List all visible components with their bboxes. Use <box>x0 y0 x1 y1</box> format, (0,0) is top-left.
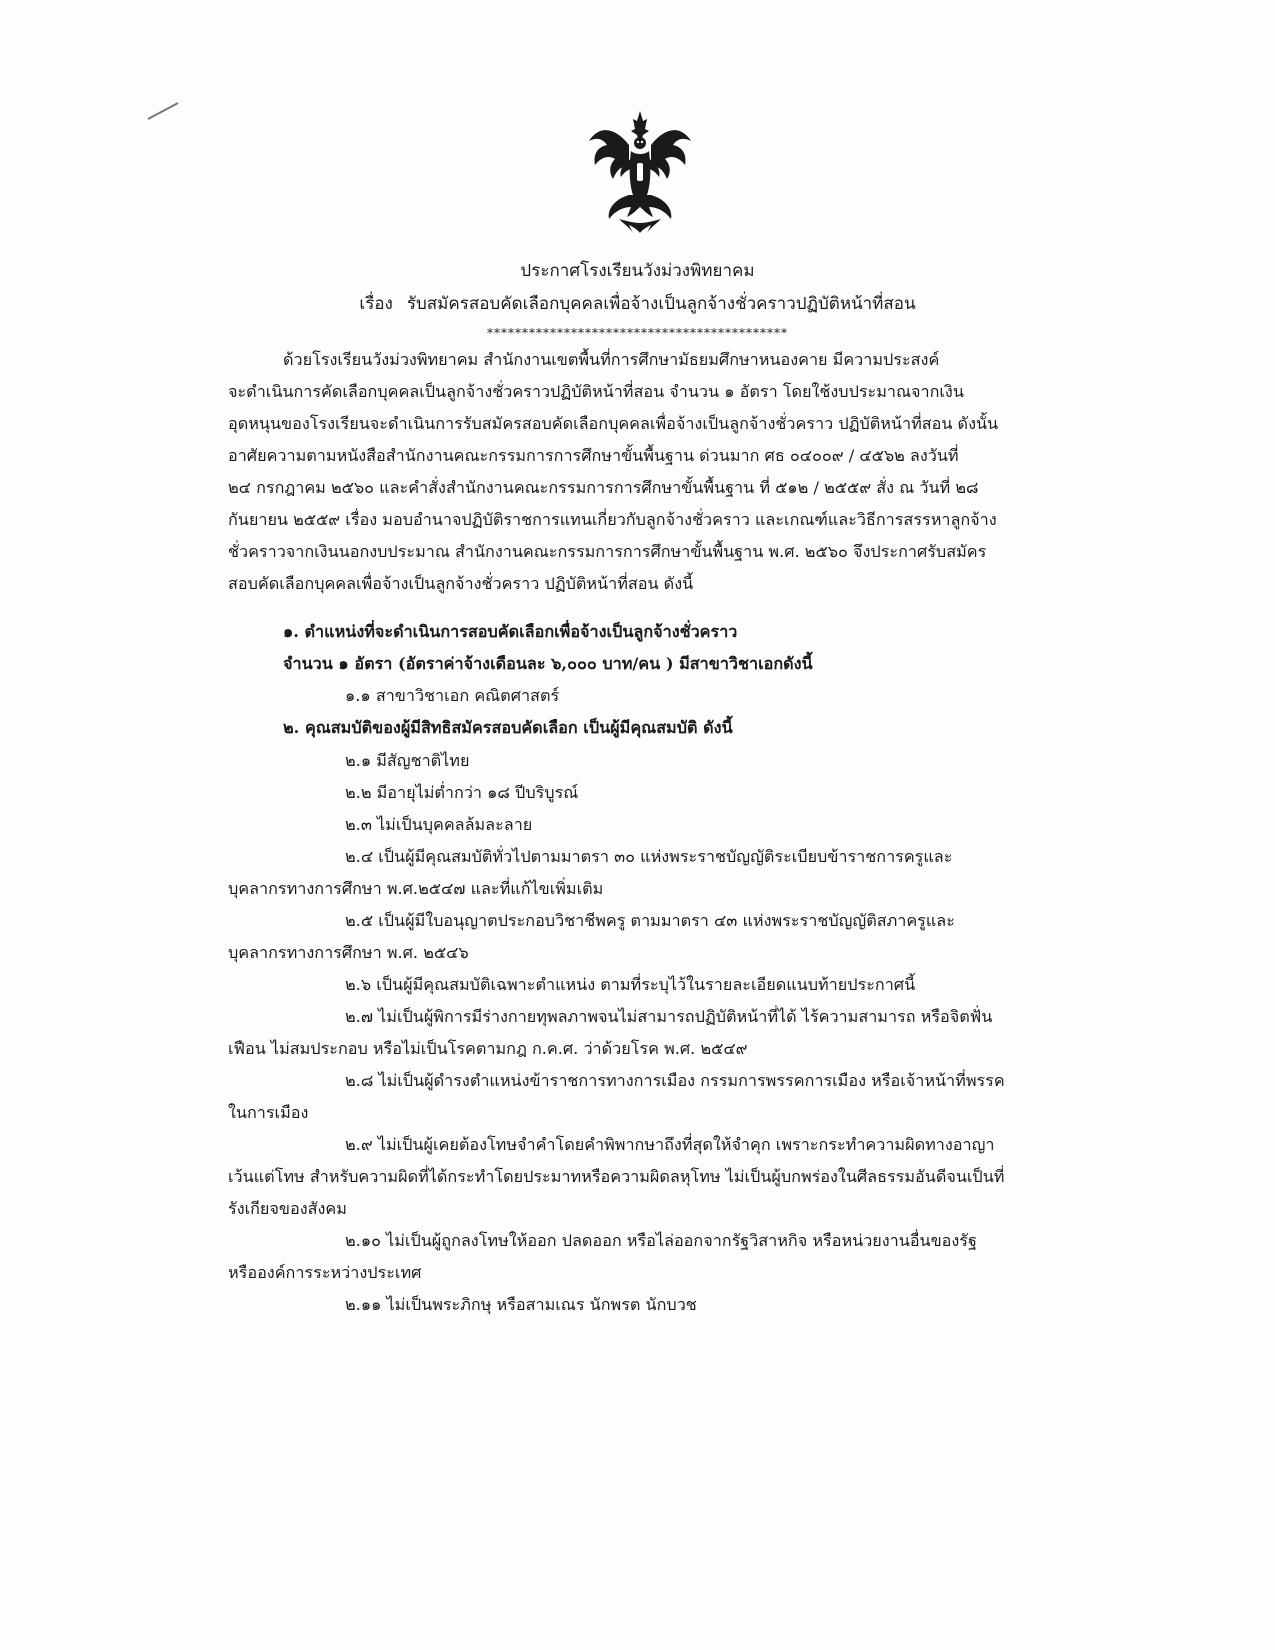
item-2-5: ๒.๕ เป็นผู้มีใบอนุญาตประกอบวิชาชีพครู ตามมาตรา ๔๓ แห่งพระราชบัญญัติสภาครูและ <box>345 911 955 930</box>
item-2-4-cont: บุคลากรทางการศึกษา พ.ศ.๒๕๔๗ และที่แก้ไขเพิ่มเติม <box>228 879 604 898</box>
item-2-9: ๒.๙ ไม่เป็นผู้เคยต้องโทษจำคำโดยคำพิพากษาถึงที่สุดให้จำคุก เพราะกระทำความผิดทางอาญา <box>345 1135 995 1154</box>
item-2-5-cont: บุคลากรทางการศึกษา พ.ศ. ๒๕๔๖ <box>228 943 469 962</box>
announcement-subject <box>0 293 1275 315</box>
item-2-4: ๒.๔ เป็นผู้มีคุณสมบัติทั่วไปตามมาตรา ๓๐ แห่งพระราชบัญญัติระเบียบข้าราชการครูและ <box>345 847 953 866</box>
item-2-10-cont: หรือองค์การระหว่างประเทศ <box>228 1263 422 1282</box>
intro-line: ๒๔ กรกฎาคม ๒๕๖๐ และคำสั่งสำนักงานคณะกรรมการการศึกษาขั้นพื้นฐาน ที่ ๕๑๒ / ๒๕๕๙ สั่ง ณ วันที่ ๒๘ <box>228 478 979 497</box>
garuda-emblem-icon <box>585 107 695 235</box>
intro-line: ชั่วคราวจากเงินนอกงบประมาณ สำนักงานคณะกรรมการการศึกษาขั้นพื้นฐาน พ.ศ. ๒๕๖๐ จึงประกาศรับสมัคร <box>228 542 987 561</box>
intro-line: อุดหนุนของโรงเรียนจะดำเนินการรับสมัครสอบคัดเลือกบุคคลเพื่อจ้างเป็นลูกจ้างชั่วคราว ปฏิบัติหน้าที่สอน ดังนั้น <box>228 414 999 433</box>
star-separator: ******************************************* <box>487 326 788 340</box>
item-2-9-cont: รังเกียจของสังคม <box>228 1199 347 1218</box>
announcement-title: ประกาศโรงเรียนวังม่วงพิทยาคม <box>520 261 755 281</box>
scan-pen-mark <box>148 102 179 120</box>
item-2-8: ๒.๘ ไม่เป็นผู้ดำรงตำแหน่งข้าราชการทางการเมือง กรรมการพรรคการเมือง หรือเจ้าหน้าที่พรรค <box>345 1071 1005 1090</box>
intro-line: สอบคัดเลือกบุคคลเพื่อจ้างเป็นลูกจ้างชั่วคราว ปฏิบัติหน้าที่สอน ดังนี้ <box>228 574 694 593</box>
section-1-heading: ๑. ตำแหน่งที่จะดำเนินการสอบคัดเลือกเพื่อจ้างเป็นลูกจ้างชั่วคราว <box>283 622 738 641</box>
item-1-1: ๑.๑ สาขาวิชาเอก คณิตศาสตร์ <box>345 686 560 705</box>
intro-line: กันยายน ๒๕๕๙ เรื่อง มอบอำนาจปฏิบัติราชการแทนเกี่ยวกับลูกจ้างชั่วคราว และเกณฑ์และวิธีการสรรหาลูกจ้าง <box>228 510 997 529</box>
item-2-9-cont: เว้นแต่โทษ สำหรับความผิดที่ได้กระทำโดยประมาทหรือความผิดลหุโทษ ไม่เป็นผู้บกพร่องในศีลธรรมอันดีจนเป็นที่ <box>228 1167 1005 1186</box>
intro-line: จะดำเนินการคัดเลือกบุคคลเป็นลูกจ้างชั่วคราวปฏิบัติหน้าที่สอน จำนวน ๑ อัตรา โดยใช้งบประมาณจากเงิน <box>228 382 964 401</box>
item-2-11: ๒.๑๑ ไม่เป็นพระภิกษุ หรือสามเณร นักพรต นักบวช <box>345 1295 697 1314</box>
section-1-heading-cont: จำนวน ๑ อัตรา (อัตราค่าจ้างเดือนละ ๖,๐๐๐ บาท/คน ) มีสาขาวิชาเอกดังนี้ <box>283 654 813 673</box>
item-2-10: ๒.๑๐ ไม่เป็นผู้ถูกลงโทษให้ออก ปลดออก หรือไล่ออกจากรัฐวิสาหกิจ หรือหน่วยงานอื่นของรัฐ <box>345 1231 977 1250</box>
intro-line: อาศัยความตามหนังสือสำนักงานคณะกรรมการการศึกษาขั้นพื้นฐาน ด่วนมาก ศธ ๐๔๐๐๙ / ๔๕๖๒ ลงวันที่ <box>228 446 959 465</box>
subject-text: รับสมัครสอบคัดเลือกบุคคลเพื่อจ้างเป็นลูกจ้างชั่วคราวปฏิบัติหน้าที่สอน <box>406 294 916 314</box>
section-2-heading: ๒. คุณสมบัติของผู้มีสิทธิสมัครสอบคัดเลือก เป็นผู้มีคุณสมบัติ ดังนี้ <box>283 718 733 737</box>
item-2-6: ๒.๖ เป็นผู้มีคุณสมบัติเฉพาะตำแหน่ง ตามที่ระบุไว้ในรายละเอียดแนบท้ายประกาศนี้ <box>345 975 916 994</box>
item-2-7-cont: เฟือน ไม่สมประกอบ หรือไม่เป็นโรคตามกฎ ก.ค.ศ. ว่าด้วยโรค พ.ศ. ๒๕๔๙ <box>228 1039 748 1058</box>
item-2-2: ๒.๒ มีอายุไม่ต่ำกว่า ๑๘ ปีบริบูรณ์ <box>345 783 579 802</box>
item-2-3: ๒.๓ ไม่เป็นบุคคลล้มละลาย <box>345 815 533 834</box>
item-2-7: ๒.๗ ไม่เป็นผู้พิการมีร่างกายทุพลภาพจนไม่สามารถปฏิบัติหน้าที่ได้ ไร้ความสามารถ หรือจิตฟั่น <box>345 1007 993 1026</box>
item-2-8-cont: ในการเมือง <box>228 1103 309 1122</box>
item-2-1: ๒.๑ มีสัญชาติไทย <box>345 751 470 770</box>
subject-label: เรื่อง <box>359 294 393 314</box>
intro-line: ด้วยโรงเรียนวังม่วงพิทยาคม สำนักงานเขตพื้นที่การศึกษามัธยมศึกษาหนองคาย มีความประสงค์ <box>283 350 940 369</box>
